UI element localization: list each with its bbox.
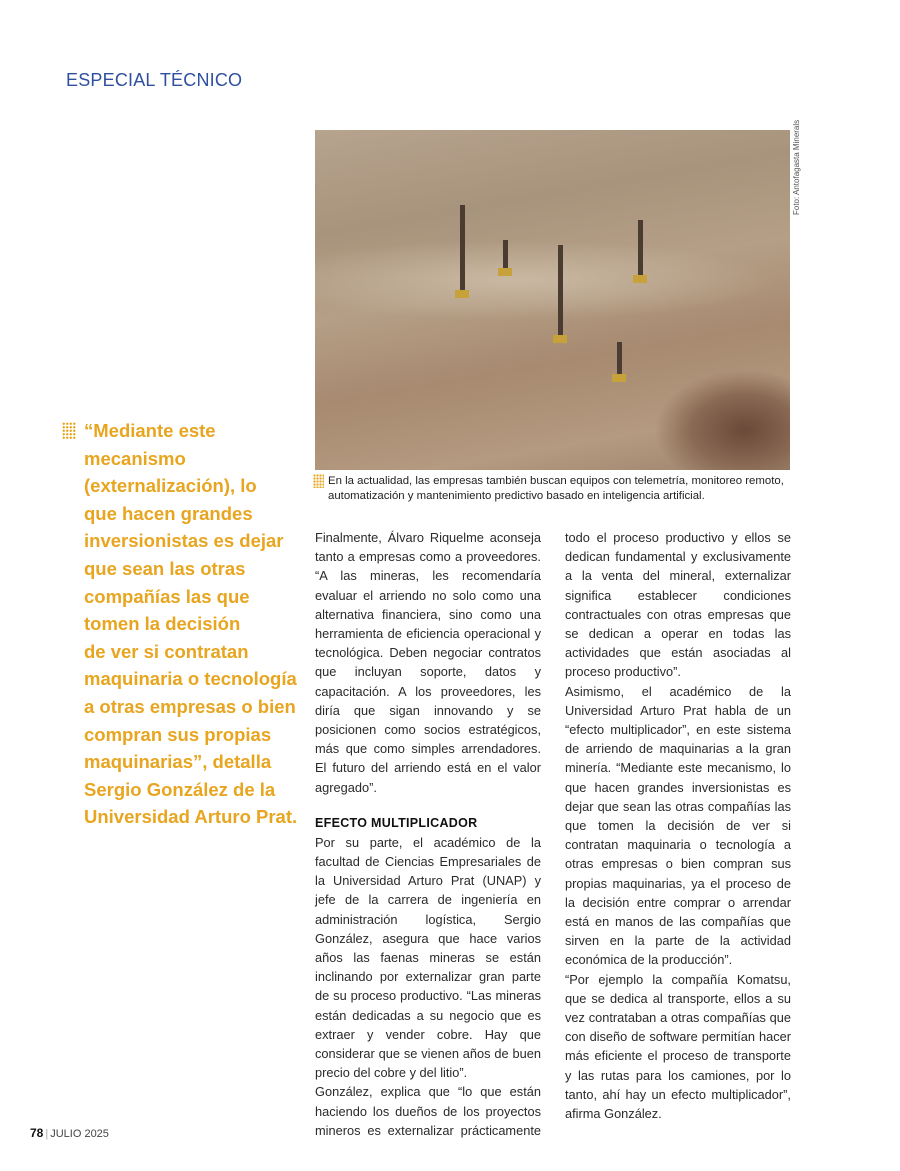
pull-quote-line: que hacen grandes	[84, 502, 253, 524]
page-footer: 78 | JULIO 2025	[30, 1126, 109, 1140]
pull-quote-line: Sergio González de la	[84, 778, 276, 800]
pull-quote-line: maquinarias”, detalla	[84, 751, 272, 773]
drill-rig	[617, 342, 622, 374]
drill-rig	[558, 245, 563, 335]
subheading: EFECTO MULTIPLICADOR	[315, 815, 478, 830]
text-column-2	[565, 528, 791, 1123]
paragraph: González, explica que “lo que están haciendo los dueños de los proyectos mineros es externalizar prácticamente	[315, 1084, 541, 1138]
photo-credit	[792, 119, 806, 215]
text-column-1	[315, 528, 541, 1140]
pull-quote-line: mecanismo	[84, 447, 186, 469]
pull-quote-line: (externalización), lo	[84, 475, 257, 497]
pull-quote-line: compran sus propias	[84, 723, 272, 745]
pull-quote-line: de ver si contratan	[84, 640, 249, 662]
drill-rig	[503, 240, 508, 268]
pull-quote-line: inversionistas es dejar	[84, 530, 284, 552]
mine-photo	[315, 130, 790, 470]
bullet-dots-icon	[313, 474, 324, 488]
bullet-dots-icon	[62, 422, 76, 440]
issue-date: JULIO 2025	[50, 1128, 109, 1140]
photo-caption	[313, 474, 793, 504]
paragraph: todo el proceso productivo y ellos se dedican fundamental y exclusivamente a la venta del mineral, externalizar significa establecer condiciones contractuales con otras empresas que se dedican a operar en todas las actividades que están asociadas al proceso productivo”.	[565, 530, 791, 680]
caption-text: En la actualidad, las empresas también buscan equipos con telemetría, monitoreo remoto, automatización y mantenimiento predictivo basado en inteligencia artificial.	[328, 475, 784, 502]
paragraph: Por su parte, el académico de la facultad de Ciencias Empresariales de la Universidad Arturo Prat (UNAP) y jefe de la carrera de ingeniería en administración logística, Sergio González, asegura que hace varios años las faenas mineras se están inclinando por externalizar gran parte de su proceso productivo. “Las mineras están dedicadas a su negocio que es extraer y vender cobre. Hay que considerar que se vienen años de buen precio del cobre y del litio”.	[315, 834, 541, 1081]
pull-quote-line: maquinaria o tecnología	[84, 668, 297, 690]
pull-quote-line: compañías las que	[84, 585, 250, 607]
drill-rig	[460, 205, 465, 290]
paragraph: Asimismo, el académico de la Universidad Arturo Prat habla de un “efecto multiplicador”, en este sistema de arriendo de maquinarias a la gran minería. “Mediante este mecanismo, lo que hacen grandes inversionistas es dejar que sean las otras compañías las que tomen la decisión de ver si contratan maquinaria o tecnología a otras empresas o bien compran sus propias maquinarias, ya el proceso de la decisión entre comprar o arrendar está en manos de las compañías que sirven en la parte de la actividad económica de la producción”.	[565, 683, 791, 968]
drill-rig	[638, 220, 643, 275]
page-number: 78	[30, 1126, 44, 1140]
pull-quote-line: que sean las otras	[84, 557, 246, 579]
paragraph: Finalmente, Álvaro Riquelme aconseja tanto a empresas como a proveedores. “A las mineras, les recomendaría evaluar el arriendo no solo como una alternativa financiera, sino como una herramienta de eficiencia operacional y tecnológica. Deben negociar contratos que incluyan soporte, datos y capacitación. A los proveedores, les diría que sigan innovando y se posicionen como socios estratégicos, más que como simples arrendadores. El futuro del arriendo está en el valor agregado”.	[315, 530, 541, 795]
paragraph: “Por ejemplo la compañía Komatsu, que se dedica al transporte, ellos a su vez contrataban a otras compañías que con diseño de software permitían hacer más eficiente el proceso de transporte y las rutas para los camiones, por lo tanto, ahí hay un efecto multiplicador”, afirma González.	[565, 971, 791, 1122]
pull-quote	[62, 417, 298, 831]
section-title: ESPECIAL TÉCNICO	[66, 70, 243, 90]
pull-quote-line: a otras empresas o bien	[84, 695, 296, 717]
photo-credit-text: Foto: Antofagasta Minerals	[792, 119, 801, 215]
pull-quote-line: Universidad Arturo Prat.	[84, 806, 298, 828]
pull-quote-line: “Mediante este	[84, 420, 216, 441]
pull-quote-line: tomen la decisión	[84, 613, 241, 635]
